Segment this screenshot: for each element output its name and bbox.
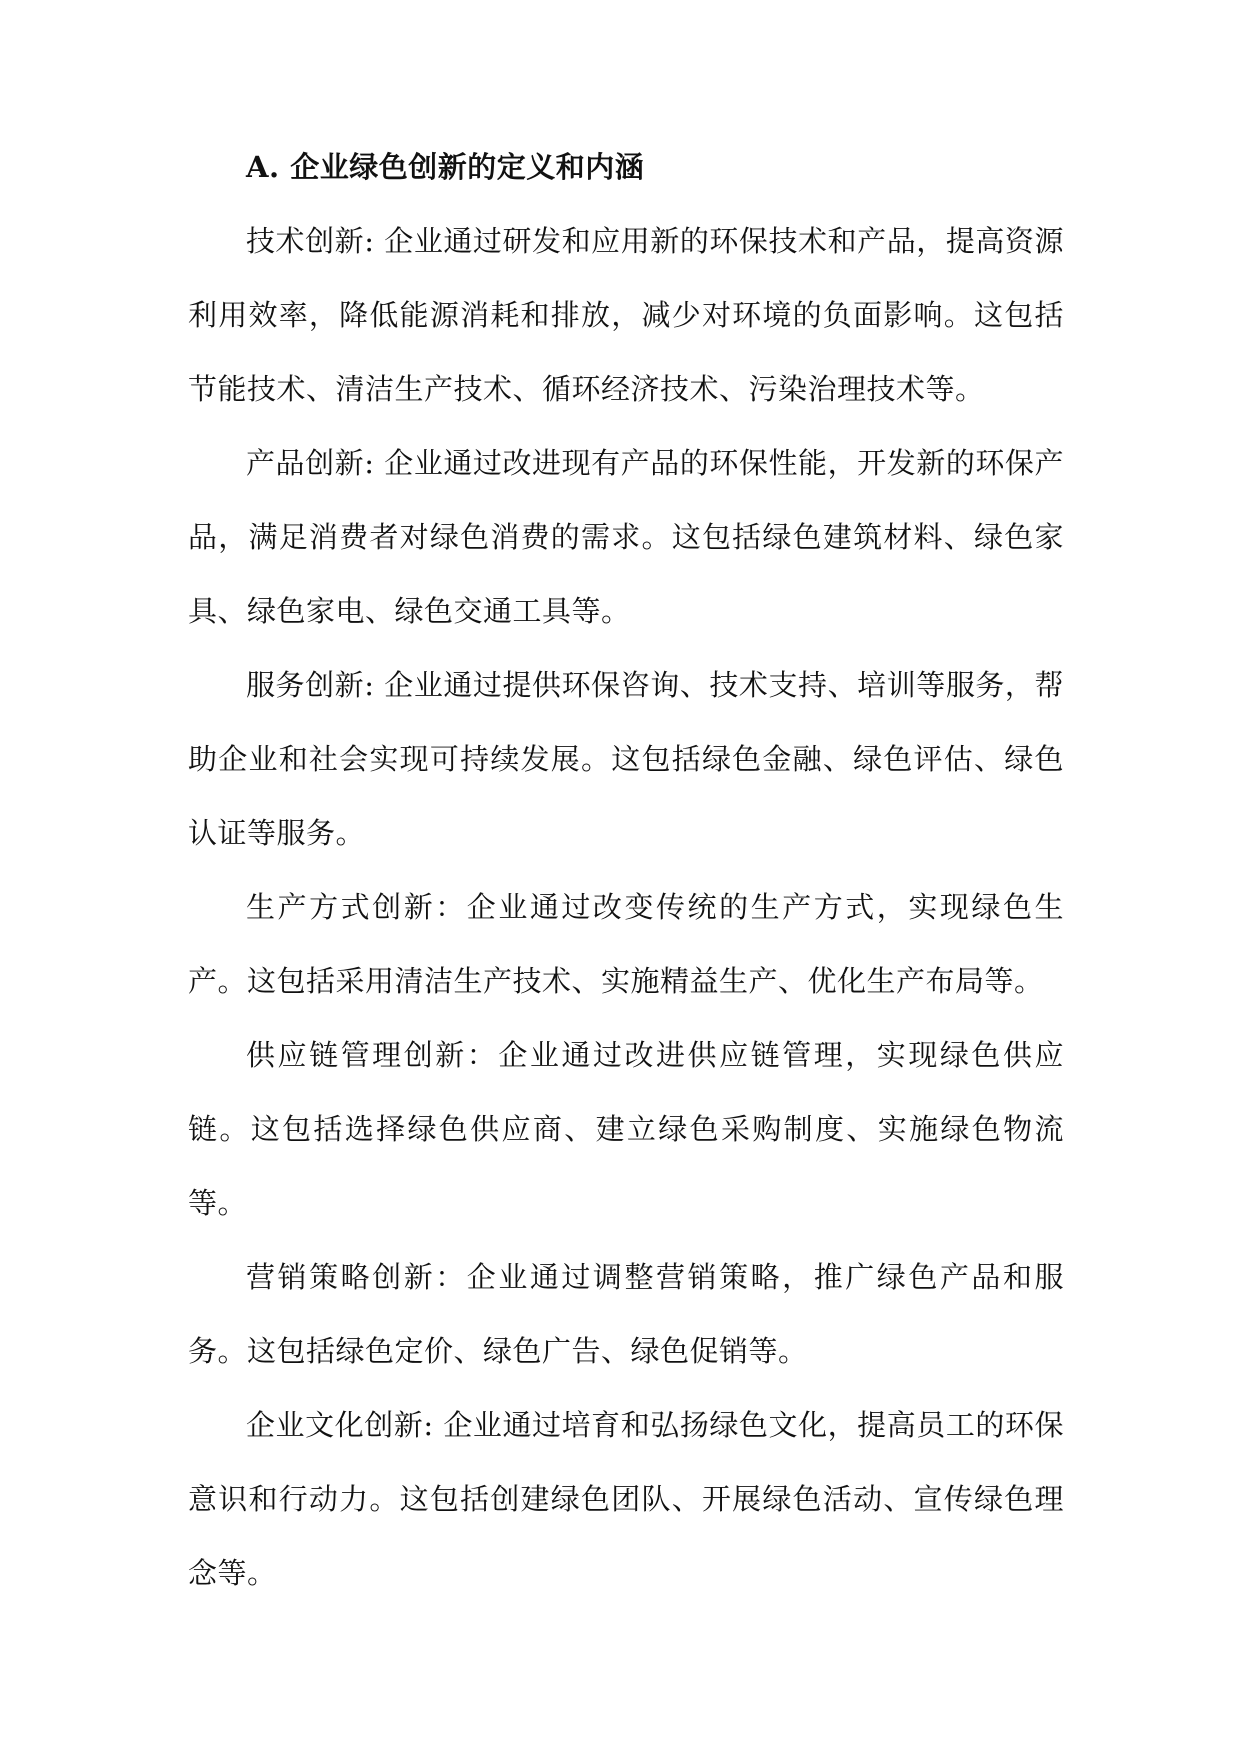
paragraph-production-innovation: 生产方式创新：企业通过改变传统的生产方式，实现绿色生产。这包括采用清洁生产技术、实施精益生产、优化生产布局等。	[188, 890, 1064, 998]
document-body	[188, 130, 1064, 1610]
paragraph-culture-innovation: 企业文化创新: 企业通过培育和弘扬绿色文化，提高员工的环保意识和行动力。这包括创建绿色团队、开展绿色活动、宣传绿色理念等。	[188, 1408, 1064, 1590]
paragraph-supply-chain-innovation: 供应链管理创新：企业通过改进供应链管理，实现绿色供应链。这包括选择绿色供应商、建立绿色采购制度、实施绿色物流等。	[188, 1038, 1064, 1220]
paragraph-technology-innovation: 技术创新: 企业通过研发和应用新的环保技术和产品，提高资源利用效率，降低能源消耗和排放，减少对环境的负面影响。这包括节能技术、清洁生产技术、循环经济技术、污染治理技术等。	[188, 224, 1064, 406]
paragraph-marketing-innovation: 营销策略创新：企业通过调整营销策略，推广绿色产品和服务。这包括绿色定价、绿色广告、绿色促销等。	[188, 1260, 1064, 1368]
section-heading: A. 企业绿色创新的定义和内涵	[246, 150, 645, 184]
paragraph-service-innovation: 服务创新: 企业通过提供环保咨询、技术支持、培训等服务，帮助企业和社会实现可持续发展。这包括绿色金融、绿色评估、绿色认证等服务。	[188, 668, 1064, 850]
paragraph-product-innovation: 产品创新: 企业通过改进现有产品的环保性能，开发新的环保产品，满足消费者对绿色消费的需求。这包括绿色建筑材料、绿色家具、绿色家电、绿色交通工具等。	[188, 446, 1064, 628]
